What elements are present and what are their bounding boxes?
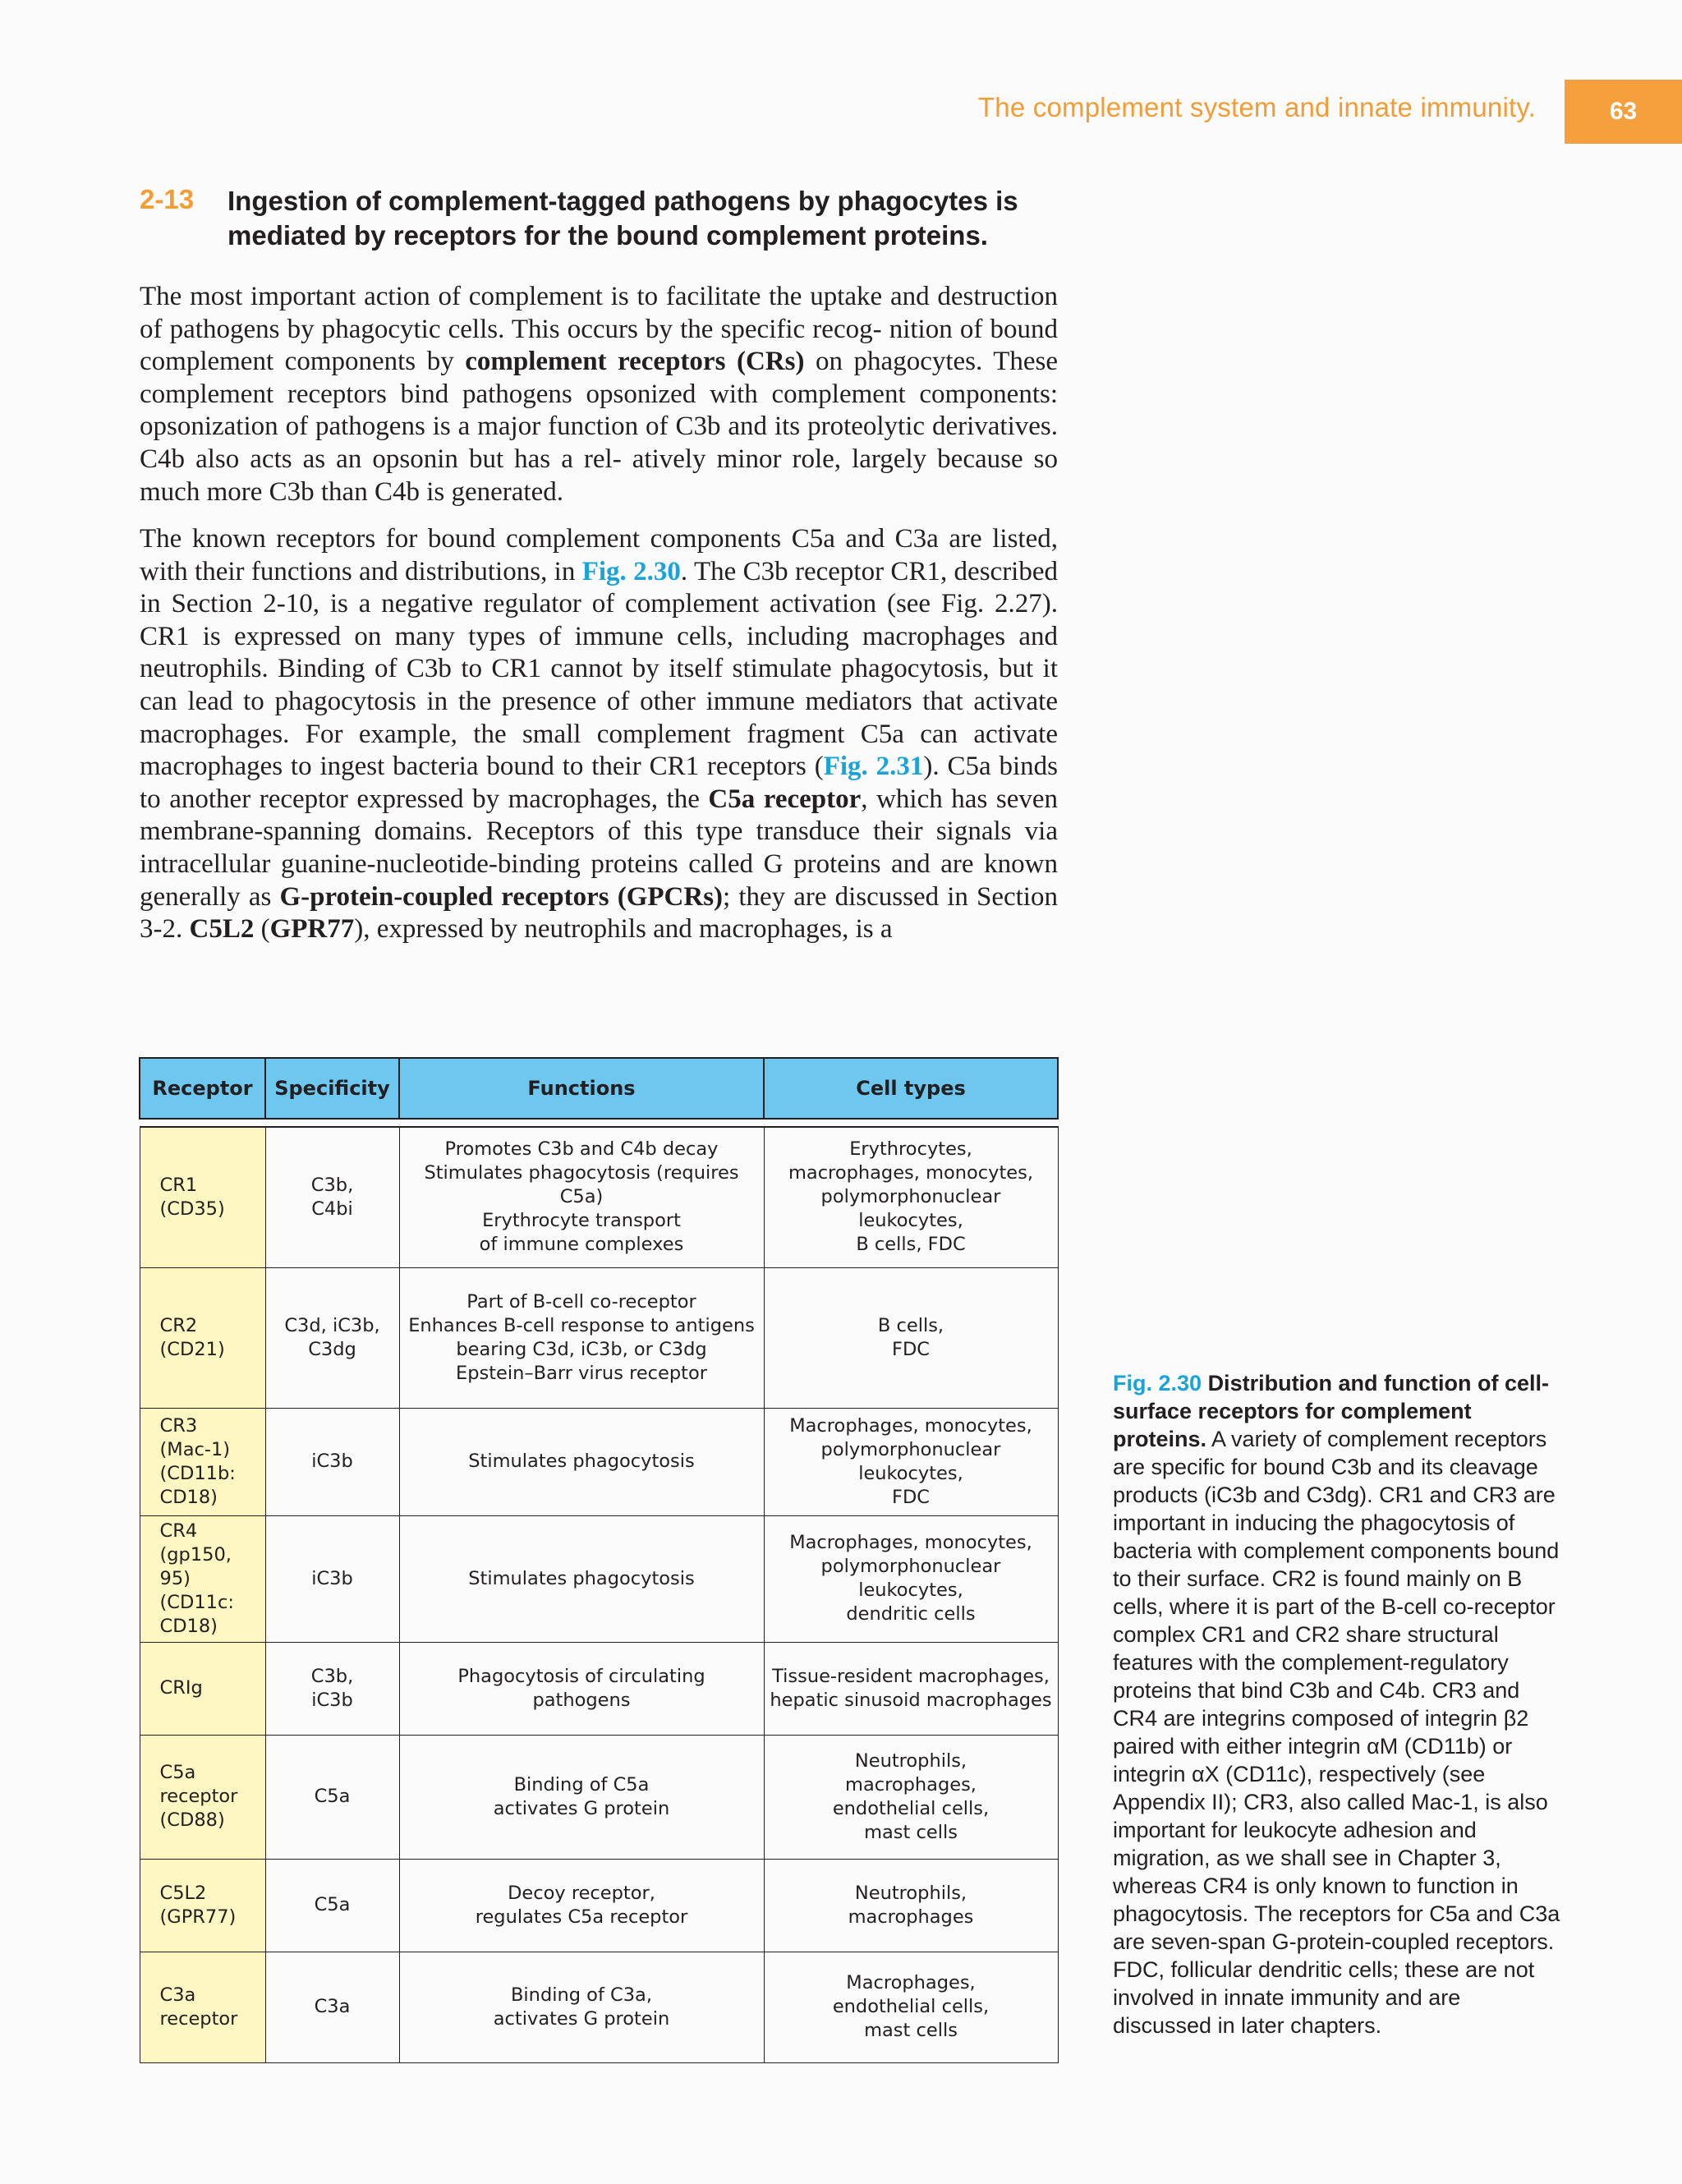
functions-cell: Stimulates phagocytosis	[399, 1408, 764, 1515]
caption-figure-number: Fig. 2.30	[1113, 1371, 1202, 1395]
cell-types-cell: Macrophages, endothelial cells, mast cells	[764, 1952, 1058, 2062]
bold-term: complement receptors (CRs)	[465, 347, 805, 377]
table-body	[140, 1119, 1058, 2062]
text-run: ), expressed by neutrophils and macrophages, is a	[354, 914, 893, 945]
bold-term: C5L2	[189, 914, 255, 945]
caption-title: Distribution and function of cell-surface receptors for complement proteins.	[1113, 1371, 1550, 1451]
column-header-functions: Functions	[399, 1058, 764, 1119]
functions-cell: Decoy receptor, regulates C5a receptor	[399, 1859, 764, 1952]
specificity-cell: C3a	[265, 1952, 399, 2062]
table-row	[140, 1127, 1058, 1267]
cell-types-cell: Tissue-resident macrophages, hepatic sinusoid macrophages	[764, 1642, 1058, 1735]
table-row	[140, 1267, 1058, 1408]
table-row	[140, 1859, 1058, 1952]
column-header-specificity: Specificity	[265, 1058, 399, 1119]
text-run: (	[254, 914, 270, 945]
functions-cell: Binding of C5a activates G protein	[399, 1735, 764, 1859]
bold-term: G-protein-coupled receptors (GPCRs)	[279, 881, 724, 912]
figure-link[interactable]: Fig. 2.30	[581, 556, 681, 586]
table-row	[140, 1408, 1058, 1515]
section-number: 2-13	[140, 184, 195, 214]
table-header-row	[140, 1058, 1058, 1119]
text-run: The known receptors for bound complement components C5a and C3a are listed, with their functions and distributions, in	[140, 524, 1058, 586]
specificity-cell: C5a	[265, 1735, 399, 1859]
cell-types-cell: Neutrophils, macrophages	[764, 1859, 1058, 1952]
receptor-cell: CRIg	[140, 1642, 265, 1735]
page-number: 63	[1609, 98, 1638, 125]
complement-receptor-table	[139, 1057, 1059, 2063]
text-run: ; they are discussed in Section 3-2.	[140, 881, 1058, 945]
figure-link[interactable]: Fig. 2.31	[823, 752, 924, 782]
text-run: The most important action of complement is to facilitate the uptake and destruction of pathogens by phagocytic cells. This occurs by the specific recog- nition of bound complement components by	[140, 282, 1058, 377]
cell-types-cell: Macrophages, monocytes, polymorphonuclear leukocytes, FDC	[764, 1408, 1058, 1515]
table-spacer-row	[140, 1119, 1058, 1127]
cell-types-cell: B cells, FDC	[764, 1267, 1058, 1408]
text-run: on phagocytes. These complement receptors bind pathogens opsonized with complement components: opsonization of pathogens is a major function of C3b and its proteolytic derivatives. C4b also acts as an opsonin but has a rel- atively minor role, largely because so much more C3b than C4b is generated.	[140, 347, 1059, 507]
specificity-cell: C5a	[265, 1859, 399, 1952]
caption-text: A variety of complement receptors are specific for bound C3b and its cleavage products (iC3b and C3dg). CR1 and CR3 are important in inducing the phagocytosis of bacteria with complement components bound to their surface. CR2 is found mainly on B cells, where it is part of the B-cell co-receptor complex CR1 and CR2 share structural features with the complement-regulatory proteins that bind C3b and C4b. CR3 and CR4 are integrins composed of integrin β2 paired with either integrin αM (CD11b) or integrin αX (CD11c), respectively (see Appendix II); CR3, also called Mac-1, is also important for leukocyte adhesion and migration, as we shall see in Chapter 3, whereas CR4 is only known to function in phagocytosis. The receptors for C5a and C3a are seven-span G-protein-coupled receptors. FDC, follicular dendritic cells; these are not involved in innate immunity and are discussed in later chapters.	[1113, 1427, 1560, 2038]
receptor-cell: CR4 (gp150, 95) (CD11c: CD18)	[140, 1515, 265, 1642]
receptor-cell: C3a receptor	[140, 1952, 265, 2062]
receptor-cell: C5a receptor (CD88)	[140, 1735, 265, 1859]
text-run: . The C3b receptor CR1, described in Section 2-10, is a negative regulator of complement activation (see Fig. 2.27). CR1 is expressed on many types of immune cells, including macrophages and neutrophils. Binding of C3b to CR1 cannot by itself stimulate phagocytosis, but it can lead to phagocytosis in the presence of other immune mediators that activate macrophages. For example, the small complement fragment C5a can activate macrophages to ingest bacteria bound to their CR1 receptors (	[140, 556, 1059, 782]
cell-types-cell: Erythrocytes, macrophages, monocytes, polymorphonuclear leukocytes, B cells, FDC	[764, 1127, 1058, 1267]
specificity-cell: iC3b	[265, 1408, 399, 1515]
functions-cell: Promotes C3b and C4b decay Stimulates phagocytosis (requires C5a) Erythrocyte transport of immune complexes	[399, 1127, 764, 1267]
text-run: ). C5a binds to another receptor expressed by macrophages, the	[140, 752, 1058, 814]
text-run: , which has seven membrane-spanning domains. Receptors of this type transduce their signals via intracellular guanine-nucleotide-binding proteins called G proteins and are known generally as	[140, 784, 1058, 912]
table-spacer-cell	[140, 1119, 1058, 1127]
receptor-cell: CR2 (CD21)	[140, 1267, 265, 1408]
page-number-box	[1565, 80, 1682, 144]
section-title: Ingestion of complement-tagged pathogens by phagocytes is mediated by receptors for the bound complement proteins.	[227, 186, 1018, 251]
functions-cell: Stimulates phagocytosis	[399, 1515, 764, 1642]
column-header-cell-types: Cell types	[764, 1058, 1058, 1119]
table-row	[140, 1642, 1058, 1735]
figure-caption	[1113, 1369, 1560, 2039]
running-header: The complement system and innate immunity.	[977, 92, 1536, 122]
bold-term: C5a receptor	[708, 784, 862, 814]
bold-term: GPR77	[269, 914, 355, 945]
column-header-receptor: Receptor	[140, 1058, 265, 1119]
body-paragraph-2	[140, 523, 1058, 946]
cell-types-cell: Macrophages, monocytes, polymorphonuclear leukocytes, dendritic cells	[764, 1515, 1058, 1642]
functions-cell: Part of B-cell co-receptor Enhances B-cell response to antigens bearing C3d, iC3b, or C3dg Epstein–Barr virus receptor	[399, 1267, 764, 1408]
receptor-cell: CR3 (Mac-1) (CD11b: CD18)	[140, 1408, 265, 1515]
functions-cell: Phagocytosis of circulating pathogens	[399, 1642, 764, 1735]
specificity-cell: C3d, iC3b, C3dg	[265, 1267, 399, 1408]
table-row	[140, 1952, 1058, 2062]
cell-types-cell: Neutrophils, macrophages, endothelial cells, mast cells	[764, 1735, 1058, 1859]
specificity-cell: C3b, C4bi	[265, 1127, 399, 1267]
specificity-cell: C3b, iC3b	[265, 1642, 399, 1735]
table-row	[140, 1735, 1058, 1859]
specificity-cell: iC3b	[265, 1515, 399, 1642]
receptor-cell: C5L2 (GPR77)	[140, 1859, 265, 1952]
receptor-cell: CR1 (CD35)	[140, 1127, 265, 1267]
table-row	[140, 1515, 1058, 1642]
functions-cell: Binding of C3a, activates G protein	[399, 1952, 764, 2062]
body-paragraph-1	[140, 281, 1058, 508]
